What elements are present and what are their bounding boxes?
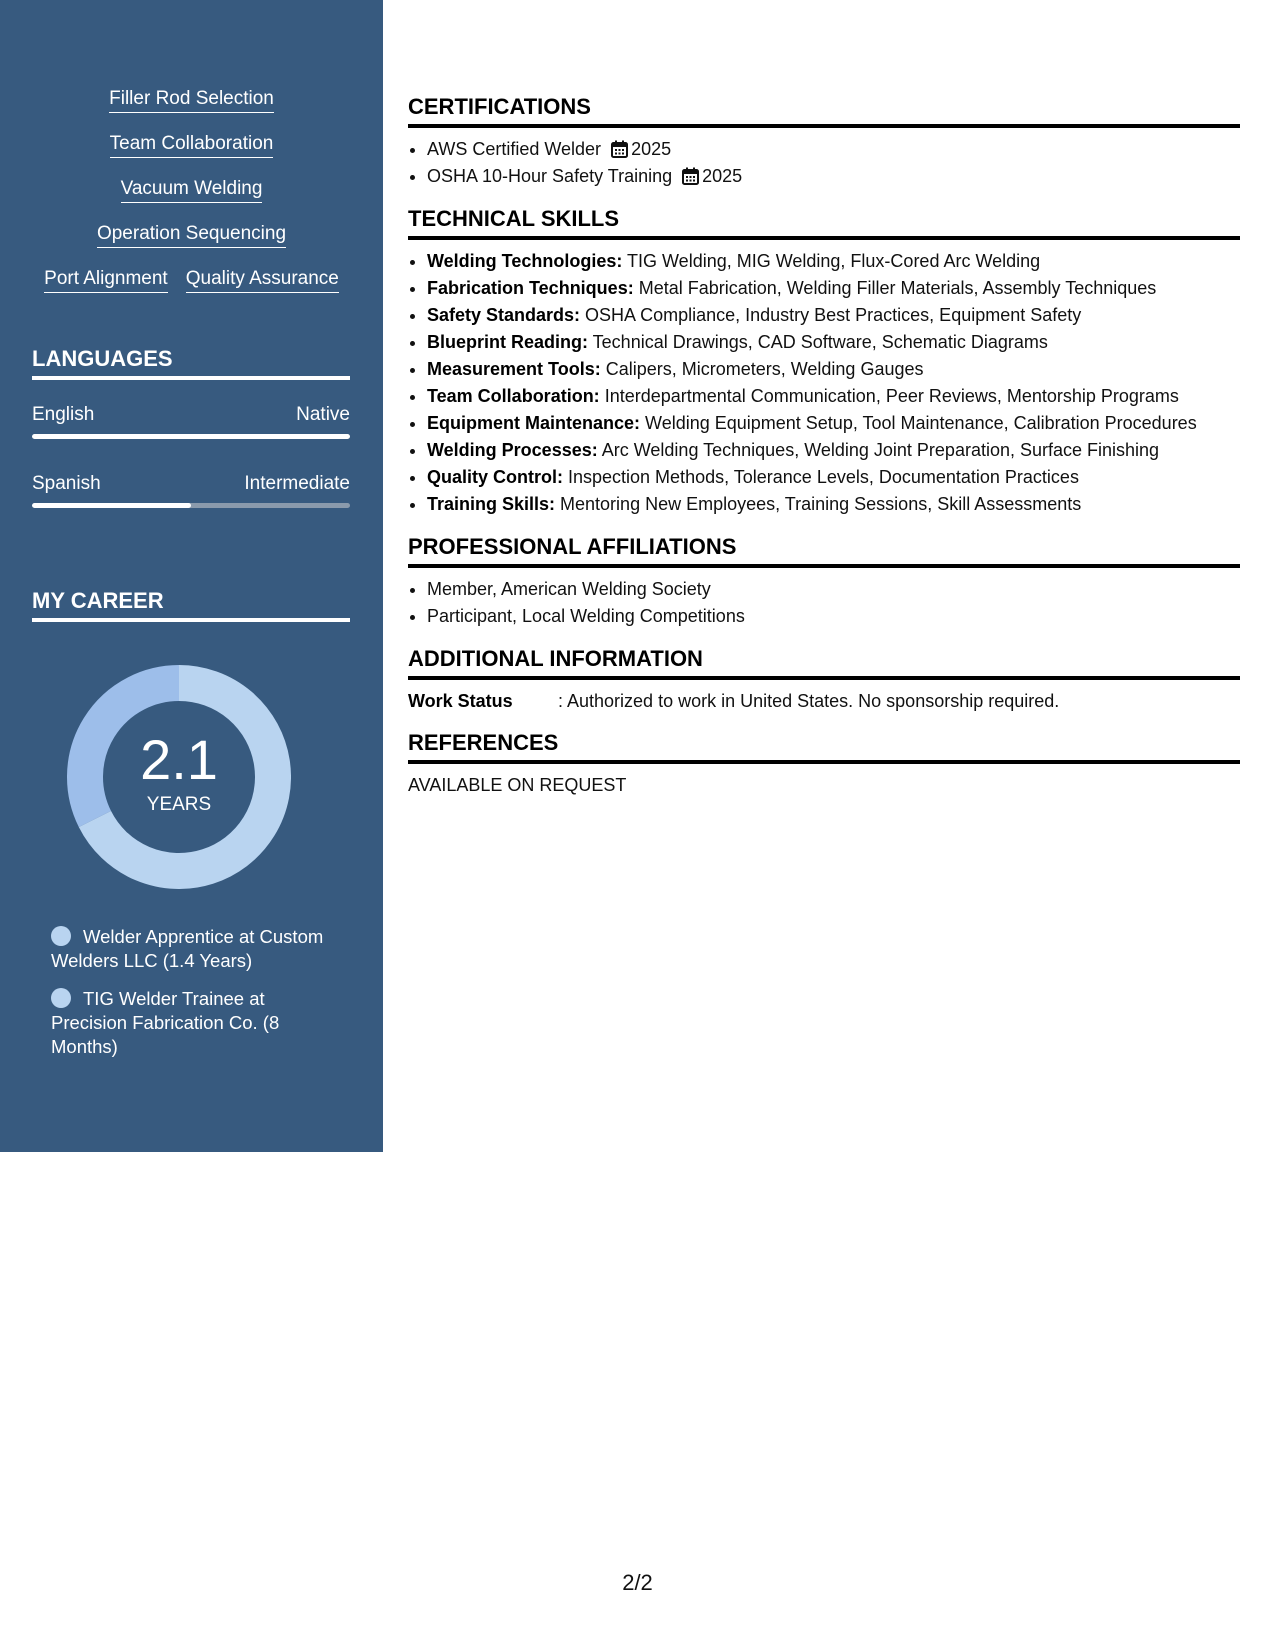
skill-label: Blueprint Reading:	[427, 332, 588, 352]
technical-skills-section	[408, 206, 1240, 518]
skill-tag: Team Collaboration	[110, 133, 274, 158]
skill-tag: Operation Sequencing	[97, 223, 286, 248]
certification-year: 2025	[702, 166, 743, 186]
skill-label: Welding Processes:	[427, 440, 598, 460]
language-bar-fill	[32, 503, 191, 508]
skill-label: Quality Control:	[427, 467, 563, 487]
references-heading: REFERENCES	[408, 730, 1240, 764]
calendar-icon	[611, 140, 628, 158]
career-item-text: TIG Welder Trainee at Precision Fabrication Co. (8 Months)	[51, 988, 280, 1057]
certifications-list	[408, 136, 1240, 190]
additional-info-heading: ADDITIONAL INFORMATION	[408, 646, 1240, 680]
language-row-spanish	[32, 473, 350, 495]
career-donut-center	[67, 665, 291, 889]
career-dot-icon	[51, 988, 71, 1008]
main-content	[408, 94, 1240, 798]
skill-text: OSHA Compliance, Industry Best Practices, Equipment Safety	[580, 305, 1082, 325]
career-donut	[67, 665, 291, 889]
certification-year: 2025	[631, 139, 672, 159]
languages-heading: LANGUAGES	[32, 346, 350, 380]
list-item: • Participant, Local Welding Competitions	[427, 603, 1240, 630]
additional-info-section	[408, 646, 1240, 714]
skill-text: TIG Welding, MIG Welding, Flux-Cored Arc Welding	[622, 251, 1041, 271]
skill-tag: Filler Rod Selection	[109, 88, 274, 113]
page-number: 2/2	[622, 1570, 653, 1595]
language-row-english	[32, 404, 350, 426]
language-name: English	[32, 404, 95, 425]
affiliations-heading: PROFESSIONAL AFFILIATIONS	[408, 534, 1240, 568]
skill-label: Training Skills:	[427, 494, 556, 514]
skill-text: Calipers, Micrometers, Welding Gauges	[600, 359, 924, 379]
certifications-heading: CERTIFICATIONS	[408, 94, 1240, 128]
career-total-unit: YEARS	[146, 794, 212, 815]
skill-label: Fabrication Techniques:	[427, 278, 634, 298]
work-status-value: : Authorized to work in United States. No sponsorship required.	[558, 691, 1060, 711]
sidebar	[0, 0, 383, 1152]
language-bar-spanish	[32, 503, 350, 508]
list-item	[427, 302, 1240, 329]
skill-text: Metal Fabrication, Welding Filler Materials, Assembly Techniques	[633, 278, 1157, 298]
list-item	[427, 437, 1240, 464]
work-status-row	[408, 688, 1240, 714]
career-dot-icon	[51, 926, 71, 946]
references-text: AVAILABLE ON REQUEST	[408, 775, 627, 795]
skill-text: Technical Drawings, CAD Software, Schematic Diagrams	[588, 332, 1048, 352]
technical-skills-heading: TECHNICAL SKILLS	[408, 206, 1240, 240]
career-heading: MY CAREER	[32, 588, 350, 622]
skill-text: Welding Equipment Setup, Tool Maintenance, Calibration Procedures	[640, 413, 1197, 433]
list-item	[427, 491, 1240, 518]
career-item-text: Welder Apprentice at Custom Welders LLC (1.4 Years)	[51, 926, 324, 971]
skill-row	[0, 178, 383, 203]
skill-tag: Vacuum Welding	[121, 178, 263, 203]
list-item	[427, 356, 1240, 383]
affiliations-section	[408, 534, 1240, 630]
skill-row	[0, 133, 383, 158]
career-item	[51, 987, 341, 1059]
list-item: • Member, American Welding Society	[427, 576, 1240, 603]
list-item	[427, 329, 1240, 356]
skill-row	[0, 268, 383, 293]
certification-name: OSHA 10-Hour Safety Training	[427, 166, 673, 186]
skill-tag: Port Alignment	[44, 268, 168, 293]
list-item	[427, 383, 1240, 410]
language-bar-fill	[32, 434, 350, 439]
language-name: Spanish	[32, 473, 101, 494]
language-level: Intermediate	[244, 473, 350, 494]
certification-name: AWS Certified Welder	[427, 139, 602, 159]
skill-label: Measurement Tools:	[427, 359, 601, 379]
list-item	[427, 275, 1240, 302]
certifications-section	[408, 94, 1240, 190]
work-status-label: Work Status	[408, 691, 513, 711]
skill-text: Inspection Methods, Tolerance Levels, Documentation Practices	[563, 467, 1079, 487]
skill-text: Mentoring New Employees, Training Sessions, Skill Assessments	[555, 494, 1082, 514]
technical-skills-list	[408, 248, 1240, 518]
skill-text: Interdepartmental Communication, Peer Reviews, Mentorship Programs	[599, 386, 1179, 406]
skill-label: Welding Technologies:	[427, 251, 623, 271]
skill-tag: Quality Assurance	[186, 268, 339, 293]
skill-text: Arc Welding Techniques, Welding Joint Preparation, Surface Finishing	[597, 440, 1160, 460]
list-item	[427, 248, 1240, 275]
affiliations-list	[408, 576, 1240, 630]
skill-label: Team Collaboration:	[427, 386, 600, 406]
list-item	[427, 136, 1240, 163]
skill-label: Safety Standards:	[427, 305, 581, 325]
list-item	[427, 410, 1240, 437]
career-item	[51, 925, 341, 973]
references-section	[408, 730, 1240, 798]
language-level: Native	[296, 404, 350, 425]
list-item	[427, 163, 1240, 190]
skill-row	[0, 223, 383, 248]
list-item	[427, 464, 1240, 491]
calendar-icon	[682, 167, 699, 185]
language-bar-english	[32, 434, 350, 439]
skill-row	[0, 88, 383, 113]
career-total-value: 2.1	[140, 728, 218, 791]
skill-label: Equipment Maintenance:	[427, 413, 641, 433]
